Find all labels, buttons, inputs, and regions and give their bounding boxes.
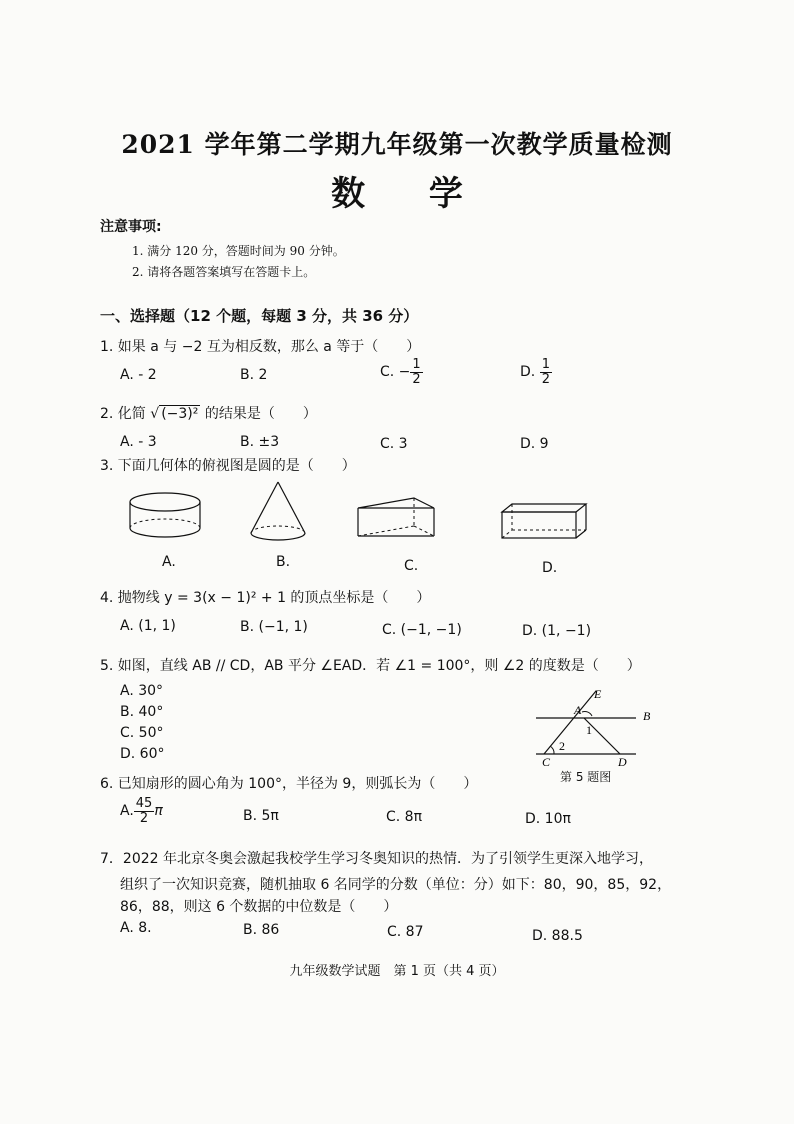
- label-d: D: [618, 755, 627, 769]
- q2-radicand: (−3)²: [161, 406, 199, 422]
- q1-option-c: [380, 358, 423, 386]
- q6-option-b: B. 5π: [243, 808, 279, 824]
- question-7-line-3: 86，88，则这 6 个数据的中位数是（ ）: [120, 899, 398, 915]
- page-footer: 九年级数学试题 第 1 页（共 4 页）: [289, 964, 505, 979]
- q1-option-c-fraction: [410, 358, 422, 386]
- fraction-numerator: 1: [541, 357, 550, 372]
- question-3-stem: 3. 下面几何体的俯视图是圆的是（ ）: [100, 458, 356, 474]
- q2-stem-suffix: 的结果是（ ）: [204, 406, 317, 422]
- q3-option-c: C.: [404, 558, 419, 574]
- cuboid-figure: [500, 500, 600, 550]
- q7-option-d: D. 88.5: [532, 928, 583, 944]
- q1-option-b: B. 2: [240, 367, 268, 383]
- q5-option-b: B. 40°: [120, 704, 164, 720]
- label-a: A: [574, 703, 582, 717]
- q6-option-c: C. 8π: [386, 809, 423, 825]
- cone-figure: [248, 478, 318, 548]
- q1-option-d: [520, 358, 552, 386]
- section-heading: 一、选择题（12 个题，每题 3 分，共 36 分）: [100, 307, 419, 325]
- subject-title: 数 学: [331, 174, 489, 214]
- q2-stem-prefix: 2. 化简: [100, 406, 146, 422]
- q5-geometry-figure: [536, 686, 666, 768]
- question-5-stem: 5. 如图，直线 AB // CD，AB 平分 ∠EAD．若 ∠1 = 100°，则 ∠2 的度数是（ ）: [100, 658, 641, 674]
- q7-option-b: B. 86: [243, 922, 280, 938]
- q3-option-a: A.: [162, 554, 176, 570]
- figure-caption: 第 5 题图: [560, 770, 612, 784]
- q1-option-d-prefix: D.: [520, 364, 540, 381]
- q4-option-c: C. (−1, −1): [382, 622, 462, 638]
- q1-option-d-fraction: [540, 358, 552, 386]
- cylinder-figure: [128, 488, 208, 548]
- exam-title: 2021 学年第二学期九年级第一次教学质量检测: [121, 130, 673, 159]
- q1-option-a: A. - 2: [120, 367, 157, 383]
- q7-option-c: C. 87: [387, 924, 424, 940]
- question-1-stem: 1. 如果 a 与 −2 互为相反数，那么 a 等于（ ）: [100, 339, 421, 355]
- notice-item-2: 2. 请将各题答案填写在答题卡上。: [132, 265, 316, 279]
- pi-symbol: π: [154, 803, 163, 820]
- q6-option-a: [120, 797, 163, 825]
- q4-option-d: D. (1, −1): [522, 623, 592, 639]
- q3-option-b: B.: [276, 554, 291, 570]
- fraction-numerator: 45: [135, 796, 153, 811]
- q2-option-d: D. 9: [520, 436, 549, 452]
- question-7-line-2: 组织了一次知识竞赛，随机抽取 6 名同学的分数（单位：分）如下：80，90，85，92，: [120, 877, 672, 893]
- label-c: C: [542, 755, 551, 769]
- fraction-denominator: 2: [412, 371, 421, 387]
- q2-option-b: B. ±3: [240, 434, 280, 450]
- q4-option-a: A. (1, 1): [120, 618, 176, 634]
- triangular-prism-figure: [356, 494, 446, 544]
- notice-item-1: 1. 满分 120 分，答题时间为 90 分钟。: [132, 244, 345, 258]
- angle-2-label: 2: [559, 739, 565, 753]
- fraction-denominator: 2: [541, 371, 550, 387]
- q4-option-b: B. (−1, 1): [240, 619, 308, 635]
- sqrt-sign: √: [150, 406, 160, 422]
- q2-option-a: A. - 3: [120, 434, 157, 450]
- question-6-stem: 6. 已知扇形的圆心角为 100°，半径为 9，则弧长为（ ）: [100, 776, 478, 792]
- q3-option-d: D.: [542, 560, 558, 576]
- label-b: B: [643, 709, 651, 723]
- fraction-numerator: 1: [412, 357, 421, 372]
- fraction-denominator: 2: [139, 810, 149, 826]
- question-4-stem: 4. 抛物线 y = 3(x − 1)² + 1 的顶点坐标是（ ）: [100, 590, 431, 606]
- q5-option-d: D. 60°: [120, 746, 165, 762]
- notice-heading: 注意事项:: [100, 219, 162, 235]
- q5-option-a: A. 30°: [120, 683, 164, 699]
- question-2-stem: [100, 403, 317, 423]
- q7-option-a: A. 8.: [120, 920, 152, 936]
- q5-option-c: C. 50°: [120, 725, 164, 741]
- q2-option-c: C. 3: [380, 436, 408, 452]
- angle-1-label: 1: [586, 723, 592, 737]
- question-7-line-1: 7．2022 年北京冬奥会激起我校学生学习冬奥知识的热情．为了引领学生更深入地学习，: [100, 851, 653, 867]
- label-e: E: [594, 687, 602, 701]
- q1-option-c-prefix: C. −: [380, 364, 411, 381]
- q6-option-a-fraction: [134, 797, 155, 825]
- q6-option-d: D. 10π: [525, 811, 571, 827]
- q6-option-a-prefix: A.: [120, 803, 134, 820]
